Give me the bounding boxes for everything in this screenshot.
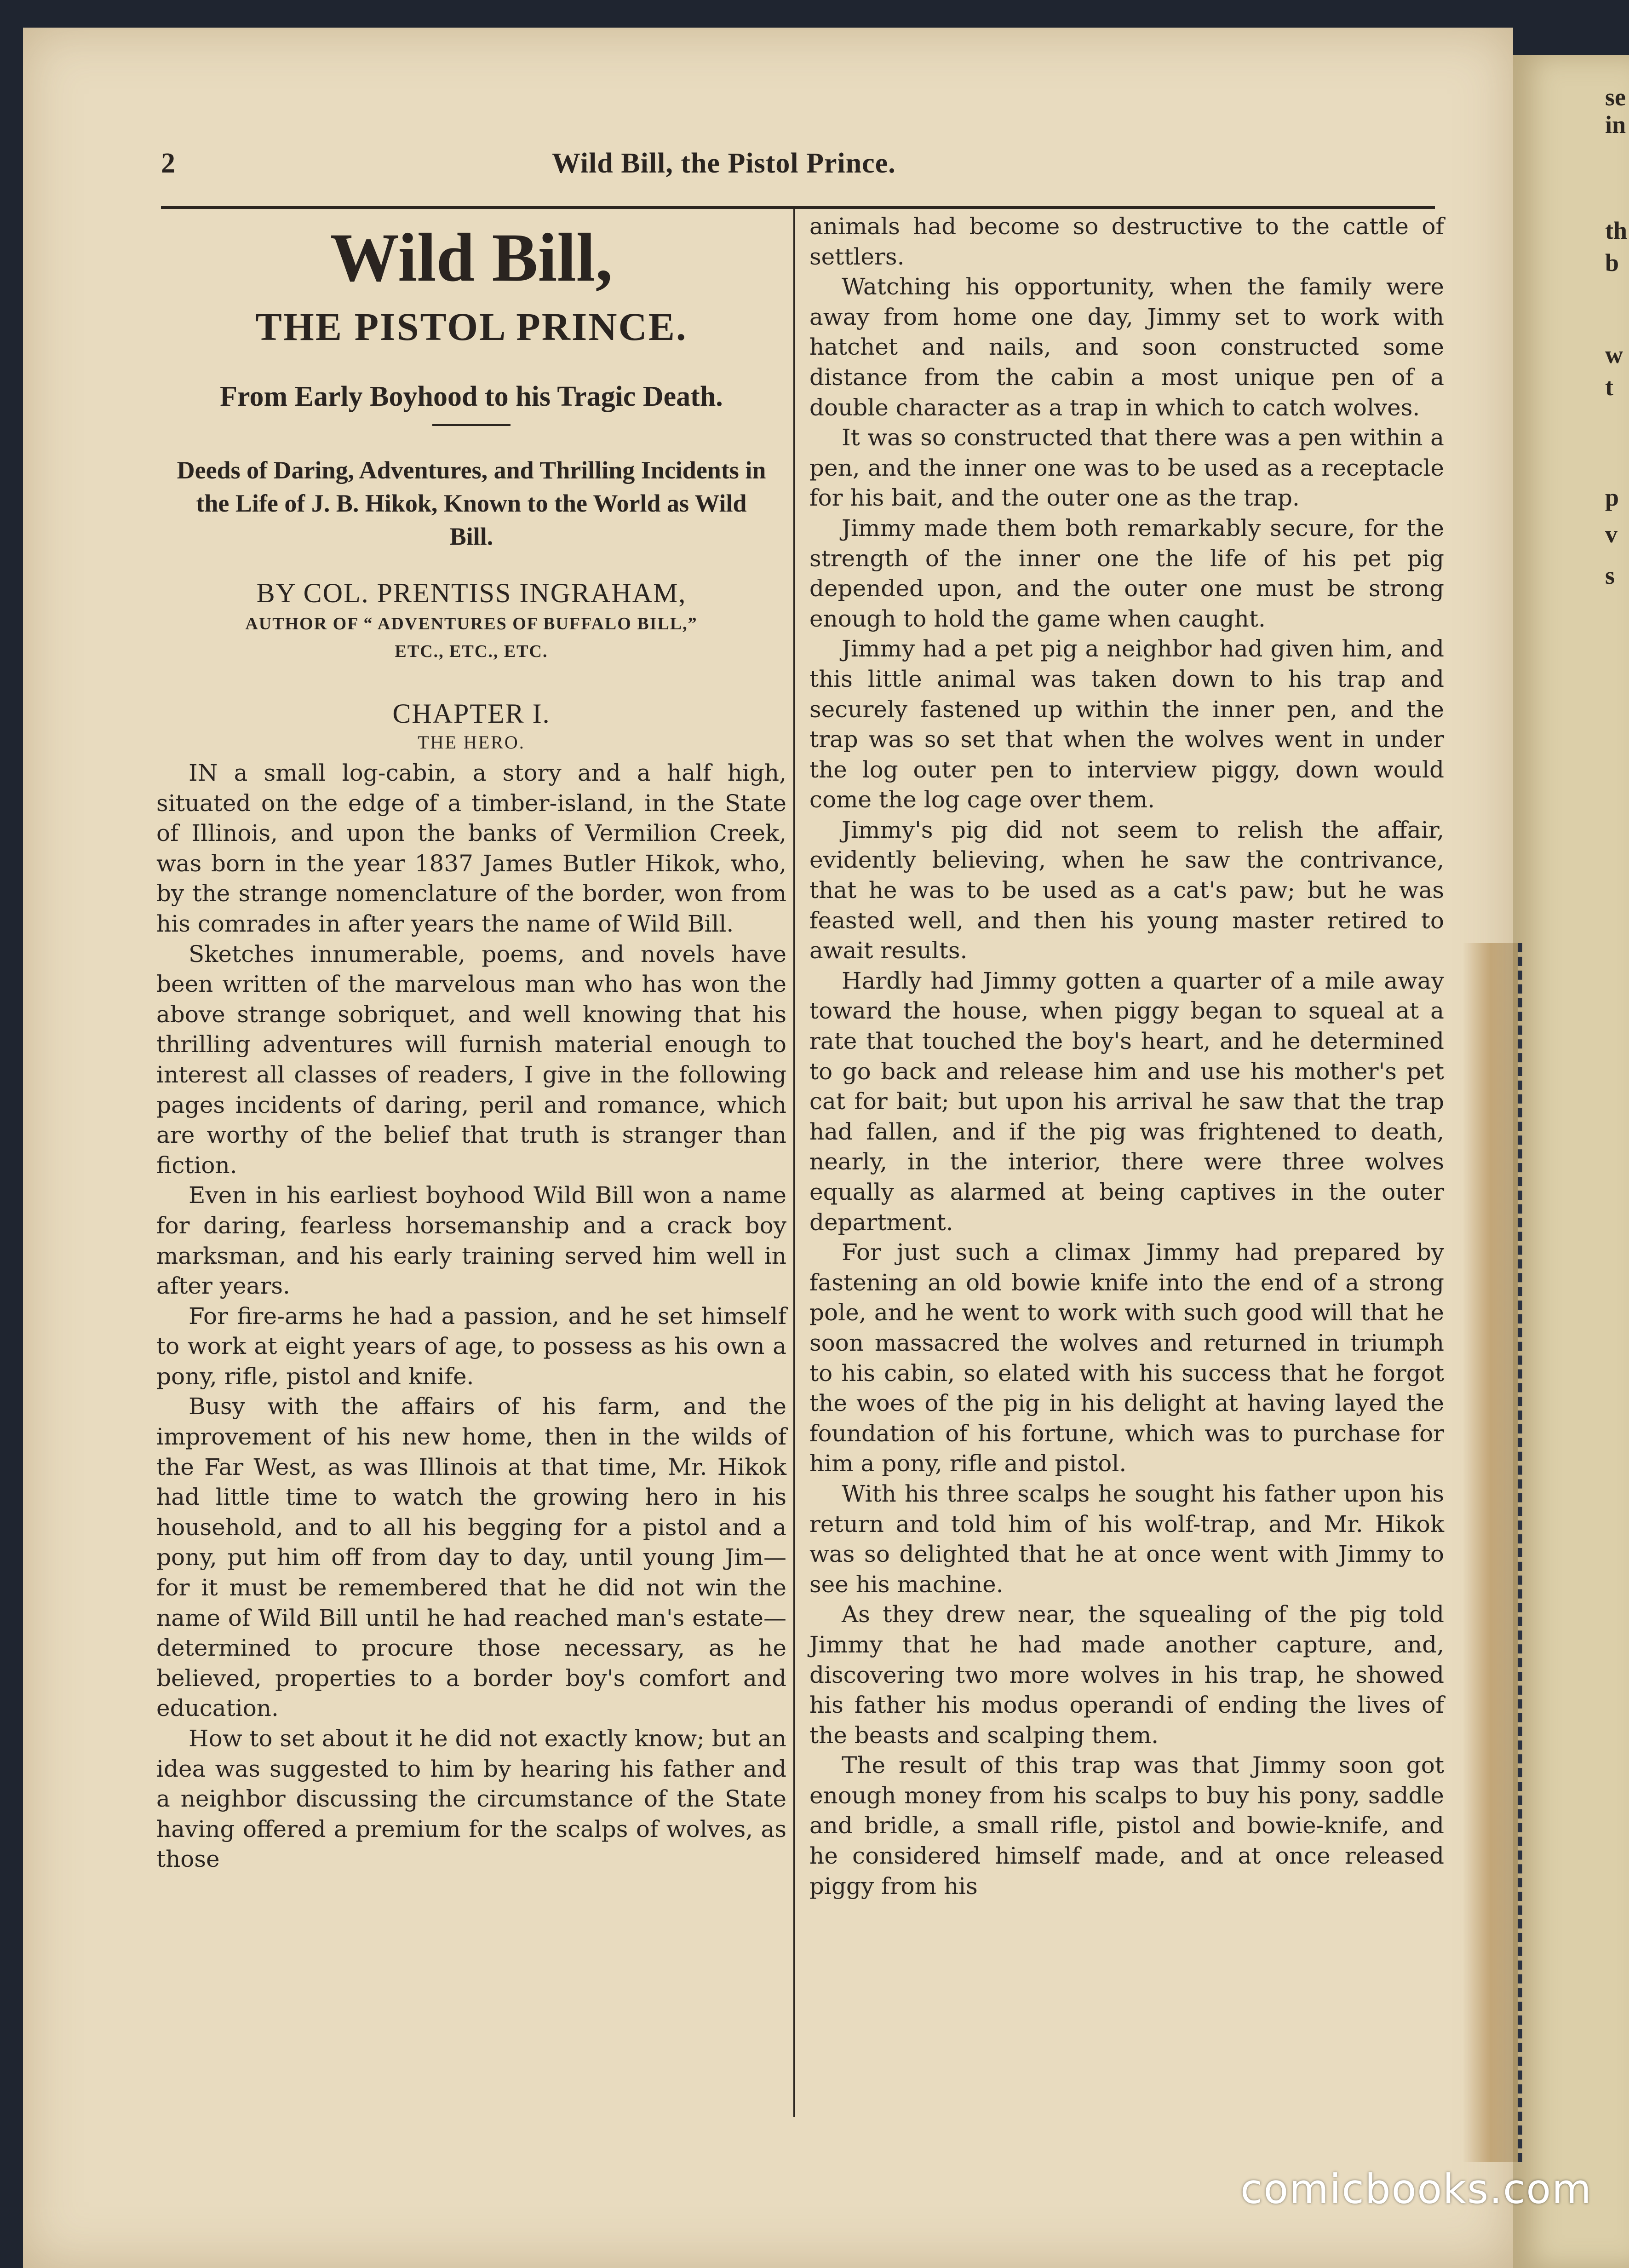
paragraph: Even in his earliest boyhood Wild Bill won a name for daring, fearless horsemanship and a crack boy marksman, and his early training served him well in after years. (156, 1182, 786, 1300)
column-divider (793, 208, 795, 2117)
paragraph: Watching his opportunity, when the family were away from home one day, Jimmy set to work with hatchet and nails, and soon constructed some distance from the cabin a most unique pen of a double character as a trap in which to catch wolves. (809, 273, 1444, 421)
left-column (156, 212, 786, 1875)
paragraph: IN a small log-cabin, a story and a half high, situated on the edge of a timber-island, in the State of Illinois, and upon the banks of Vermilion Creek, was born in the year 1837 James Butler Hikok, who, by the strange nomenclature of the border, won from his comrades in after years the name of Wild Bill. (156, 760, 786, 937)
story-deck: Deeds of Daring, Adventures, and Thrilling Incidents in the Life of J. B. Hikok, Known to the World as Wild Bill. (177, 456, 766, 550)
chapter-subheading: THE HERO. (418, 732, 525, 753)
watermark: comicbooks.com (1240, 2165, 1592, 2213)
paragraph: For fire-arms he had a passion, and he set himself to work at eight years of age, to possess as his own a pony, rifle, pistol and knife. (156, 1302, 786, 1390)
paragraph: For just such a climax Jimmy had prepared by fastening an old bowie knife into the end of a strong pole, and he went to work with such good will that he soon massacred the wolves and returned in triumph to his cabin, so elated with his success that he forgot the woes of the pig in his delight at having layed the foundation of his fortune, which was to purchase for him a pony, rifle and pistol. (809, 1239, 1444, 1477)
adjacent-page-fragment: th (1605, 217, 1628, 244)
author-credit-line: AUTHOR OF “ ADVENTURES OF BUFFALO BILL,” (245, 614, 698, 633)
paragraph: It was so constructed that there was a pen within a pen, and the inner one was to be used as a receptacle for his bait, and the outer one as the trap. (809, 424, 1444, 512)
adjacent-page-edge (1513, 55, 1629, 2268)
adjacent-page-fragment: p (1605, 484, 1619, 511)
paragraph: With his three scalps he sought his father upon his return and told him of his wolf-trap, and Mr. Hikok was so delighted that he at once went with Jimmy to see his machine. (809, 1480, 1444, 1598)
adjacent-page-fragment: s (1605, 562, 1615, 589)
page-number: 2 (161, 148, 175, 179)
paragraph: animals had become so destructive to the cattle of settlers. (809, 213, 1444, 270)
page-header (161, 147, 1509, 189)
paragraph: The result of this trap was that Jimmy soon got enough money from his scalps to buy his pony, saddle and bridle, a small rifle, pistol and bowie-knife, and he considered himself made, and at once released piggy from his (809, 1752, 1444, 1900)
paragraph: How to set about it he did not exactly know; but an idea was suggested to him by hearing his father and a neighbor discussing the circumstance of the State having offered a premium for the scalps of wolves, as those (156, 1725, 786, 1873)
adjacent-page-fragment: se (1605, 83, 1626, 111)
paragraph: Jimmy's pig did not seem to relish the affair, evidently believing, when he saw the contrivance, that he was to be used as a cat's paw; but he was feasted well, and then his young master retired to await results. (809, 816, 1444, 964)
running-title: Wild Bill, the Pistol Prince. (552, 148, 896, 179)
paragraph: Sketches innumerable, poems, and novels have been written of the marvelous man who has won the above strange sobriquet, and well knowing that his thrilling adventures will furnish material enough to interest all classes of readers, I give in the following pages incidents of daring, peril and romance, which are worthy of the belief that truth is stranger than fiction. (156, 940, 786, 1179)
author-credit-line: ETC., ETC., ETC. (395, 642, 548, 661)
paragraph: Busy with the affairs of his farm, and the improvement of his new home, then in the wilds of the Far West, as was Illinois at that time, Mr. Hikok had little time to watch the growing hero in his household, and to all his begging for a pistol and a pony, put him off from day to day, until young Jim—for it must be remembered that he did not win the name of Wild Bill until he had reached man's estate—determined to procure those necessary, as he believed, properties to a border boy's comfort and education. (156, 1393, 786, 1722)
story-subtitle: THE PISTOL PRINCE. (255, 305, 688, 349)
short-rule (432, 424, 510, 426)
adjacent-page-fragment: b (1605, 249, 1619, 276)
right-column (809, 212, 1444, 1901)
adjacent-page-fragment: v (1605, 520, 1618, 548)
story-tagline: From Early Boyhood to his Tragic Death. (220, 381, 723, 412)
byline: BY COL. PRENTISS INGRAHAM, (256, 578, 687, 608)
paragraph: As they drew near, the squealing of the pig told Jimmy that he had made another capture, and, discovering two more wolves in his trap, he showed his father his modus operandi of ending the lives of the beasts and scalping them. (809, 1601, 1444, 1749)
author-credit (156, 610, 786, 665)
adjacent-page-fragment: in (1605, 111, 1626, 138)
adjacent-page-fragment: t (1605, 373, 1613, 401)
header-rule (161, 206, 1435, 209)
paragraph: Jimmy made them both remarkably secure, for the strength of the inner one the life of his pet pig depended upon, and the outer one must be strong enough to hold the game when caught. (809, 514, 1444, 632)
chapter-heading: CHAPTER I. (392, 698, 551, 729)
story-title: Wild Bill, (330, 219, 613, 296)
paragraph: Hardly had Jimmy gotten a quarter of a mile away toward the house, when piggy began to squeal at a rate that touched the boy's heart, and he determined to go back and release him and use his mother's pet cat for bait; but upon his arrival he saw that the trap had fallen, and if the pig was frightened to death, nearly, in the interior, there were three wolves equally as alarmed at being captives in the outer department. (809, 967, 1444, 1236)
torn-page-edge (1463, 943, 1522, 2162)
paragraph: Jimmy had a pet pig a neighbor had given him, and this little animal was taken down to his trap and securely fastened up within the inner pen, and the trap was so set that when the wolves went in under the log outer pen to interview piggy, down would come the log cage over them. (809, 635, 1444, 813)
adjacent-page-fragment: w (1605, 341, 1623, 368)
